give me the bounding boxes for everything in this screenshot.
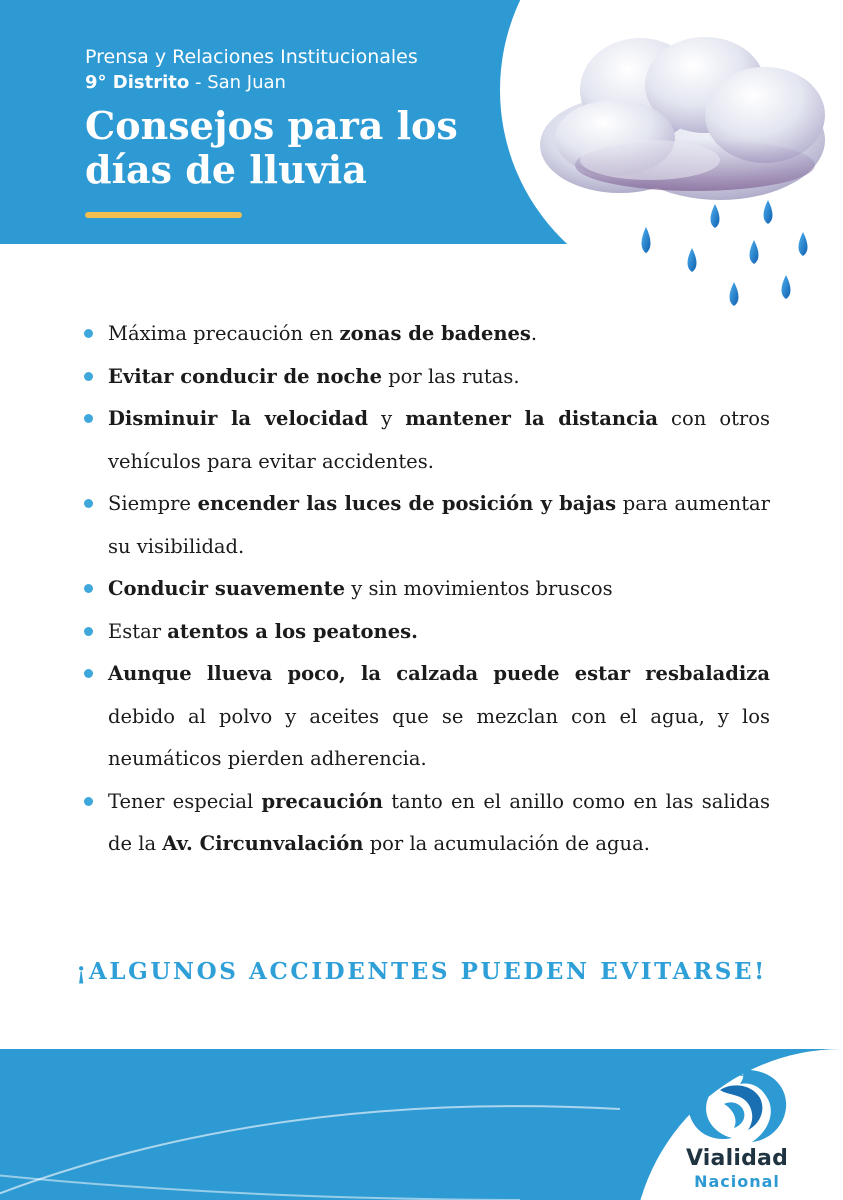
tip-text: por la acumulación de agua. — [363, 832, 650, 855]
tip-text: por las rutas. — [382, 364, 520, 388]
bullet-icon — [84, 797, 93, 806]
tip-item — [84, 611, 770, 654]
tip-item — [84, 398, 770, 483]
tip-text-bold: encender las luces de posición y bajas — [197, 492, 617, 515]
tip-text: para aumentar su visibilidad. — [108, 492, 771, 558]
tip-text-bold: precaución — [261, 789, 383, 813]
page-title: Consejos para los días de lluvia — [85, 103, 458, 192]
organization-label: Prensa y Relaciones Institucionales — [85, 46, 418, 68]
vialidad-logo — [672, 1060, 802, 1192]
tip-item — [84, 781, 770, 866]
tip-text: . — [530, 322, 538, 345]
tip-text-bold: Evitar conducir de noche — [108, 364, 382, 388]
tip-text-bold: Disminuir la velocidad — [108, 407, 369, 430]
tip-text: y — [368, 407, 406, 430]
tip-text: Máxima precaución en — [108, 322, 340, 345]
rain-cloud-icon — [520, 20, 843, 330]
vialidad-logo-icon — [680, 1060, 792, 1144]
title-underline — [85, 212, 242, 218]
bullet-icon — [84, 499, 93, 508]
district-number: 9° Distrito — [85, 72, 190, 93]
bullet-icon — [84, 627, 93, 636]
logo-subtitle: Nacional — [694, 1172, 780, 1191]
tip-text-bold: atentos a los peatones. — [167, 619, 418, 643]
tip-item — [84, 356, 770, 399]
bullet-icon — [84, 669, 93, 678]
tip-item — [84, 568, 770, 611]
tip-text-bold: Conducir suavemente — [108, 577, 346, 600]
tip-text: Siempre — [108, 492, 198, 515]
tip-item — [84, 483, 770, 568]
tip-text: y sin movimientos bruscos — [345, 577, 613, 600]
cloud-shape — [540, 37, 825, 200]
bullet-icon — [84, 414, 93, 423]
tip-text: tanto en el anillo como en las salidas de la — [108, 789, 770, 855]
tip-text-bold: Aunque llueva poco, la calzada puede estar resbaladiza — [108, 662, 770, 685]
tip-text: Tener especial — [108, 789, 262, 813]
tips-list — [84, 313, 770, 866]
tip-text-bold: mantener la distancia — [405, 407, 658, 430]
district-location: - San Juan — [189, 72, 286, 93]
bullet-icon — [84, 584, 93, 593]
header-text — [85, 44, 505, 192]
tip-item — [84, 313, 770, 356]
logo-name: Vialidad — [685, 1146, 789, 1171]
tip-text-bold: Av. Circunvalación — [162, 832, 364, 855]
tip-text-bold: zonas de badenes — [339, 322, 531, 345]
district-label — [85, 70, 505, 96]
tip-text: debido al polvo y aceites que se mezclan con el agua, y los neumáticos pierden adherencia. — [108, 704, 770, 770]
slogan: ¡ALGUNOS ACCIDENTES PUEDEN EVITARSE! — [76, 958, 767, 985]
tip-item — [84, 653, 770, 781]
raindrops — [642, 200, 808, 306]
bullet-icon — [84, 372, 93, 381]
tip-text: Estar — [108, 619, 168, 643]
bullet-icon — [84, 329, 93, 338]
tip-text: con otros vehículos para evitar accidentes. — [108, 407, 770, 473]
